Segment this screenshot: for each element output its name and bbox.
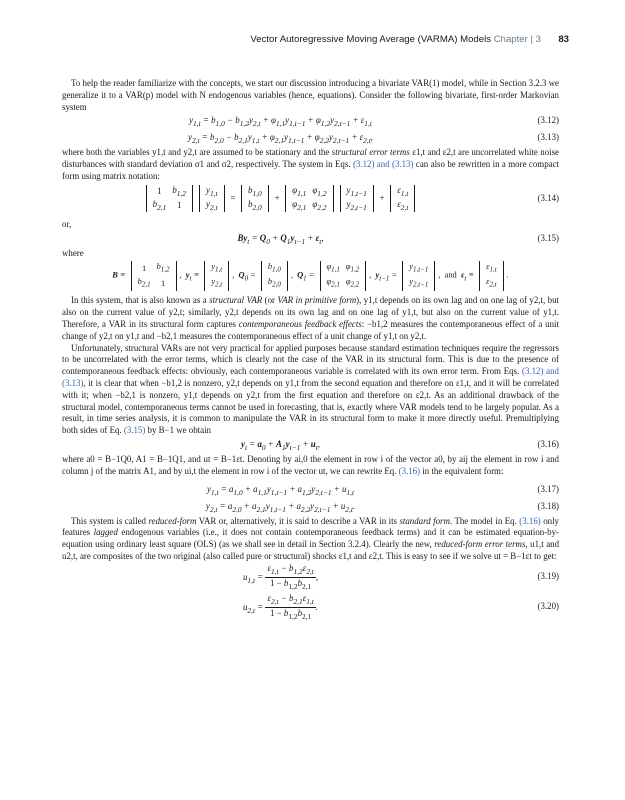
- equation-number: (3.20): [537, 600, 559, 611]
- equation-reference-link[interactable]: (3.16): [398, 465, 421, 476]
- equation-reference-link[interactable]: (3.15): [123, 425, 146, 436]
- equation-reference-link[interactable]: (3.12) and (3.13): [352, 159, 414, 170]
- text-where: where: [62, 247, 84, 258]
- equation-number: (3.12): [537, 115, 559, 126]
- equation-number: (3.13): [537, 132, 559, 143]
- equation-3-12: $y_{1,t} = b_{1,0} - b_{1,2}y_{2,t} + \varphi_{1,1}y_{1,t-1} + \varphi_{1,2}y_{2,t-1} + \varepsilon_{1,t}$ (3.12): [189, 115, 559, 129]
- paragraph-structural-var: In this system, that is also known as a structural VAR (or VAR in primitive form), y1,t depends on its own lag and on one lag of y2,t, but also on the current value of y2,t; similarly, y2,t depends on its own lag and on one lag of y1,t, but also on the current value of y1,t. Therefore, a VAR in its structural form captures contemporaneous feedback effects: −b1,2 measures the contemporaneous effect of a unit change of y2,t on y1,t and −b2,1 measures the contemporaneous effect of a unit change of y1,t on y2,t.: [62, 295, 559, 341]
- equation-number: (3.18): [537, 500, 559, 511]
- equation-3-19: $u_{1,t}$ = $\frac{\varepsilon_{1,t} - b_{1,2}\varepsilon_{2,t}}{1 - b_{1,2}b_{2,1}}$ , (3.19): [242, 562, 559, 592]
- equation-3-16: $y_t = a_0 + A_1y_{t-1} + u_t$, (3.16): [240, 438, 559, 452]
- equation-3-20: $u_{2,t}$ = $\frac{\varepsilon_{2,t} - b_{2,1}\varepsilon_{1,t}}{1 - b_{1,2}b_{2,1}}$ . (3.20): [242, 592, 559, 622]
- equation-number: (3.15): [537, 232, 559, 243]
- running-header: [0, 34, 625, 48]
- equation-3-14: 1 $b_{1,2}$ $b_{2,1}$ 1 $y_{1,t}$ $y_{2,t}$ = $b_{1,0}$ $b_{2,0}$ + $\varphi_{1,1}$ $\varphi_{1,2}$ $\varphi_{2,1}$ $\varphi_{2,2}$ $y_{1,t-1}$ $y_{2,t-1}$ + $\varepsilon_{1,t}$ $\varepsilon_{2,t}$ (3.14): [62, 183, 559, 219]
- equation-3-18: $y_{2,t} = a_{2,0} + a_{2,1}y_{1,t-1} + a_{2,2}y_{2,t-1} + u_{2,t}$. (3.18): [205, 500, 559, 514]
- page-number: 83: [558, 34, 569, 45]
- equation-reference-link[interactable]: (3.12) and (3.13): [62, 366, 559, 388]
- paragraph-intro: To help the reader familiarize with the concepts, we start our discussion introducing a bivariate VAR(1) model, while in Section 3.2.3 we generalize it to a VAR(p) model with N endogenous variables (hence, equations). Consider the following bivariate, first-order Markovian system: [62, 78, 559, 112]
- running-title: Vector Autoregressive Moving Average (VARMA) Models Chapter | 3: [250, 34, 541, 45]
- paragraph-unfortunately: Unfortunately, structural VARs are not very practical for applied purposes because standard estimation techniques require the regressors to be uncorrelated with the error terms, which is clearly not the case of the VAR in its structural form. This is due to the presence of contemporaneous feedback effects: obviously, each contemporaneous variable is correlated with its own error term. From Eqs. (3.12) and (3.13), it is clear that when −b1,2 is nonzero, y2,t depends on y1,t from the second equation and therefore on ε1,t, and it will be correlated with it; when −b2,1 is nonzero, y1,t depends on y2,t from the first equation and therefore on ε2,t. As an additional drawback of the structural model, contemporaneous terms cannot be used in forecasting, that is, exactly where VAR models tend to be largely popular. As a result, in time series analysis, it is common to manipulate the VAR in its structural form to make it more directly useful. Premultiplying both sides of Eq. (3.15) by B−1 we obtain: [62, 342, 559, 436]
- equation-3-17: $y_{1,t} = a_{1,0} + a_{1,1}y_{1,t-1} + a_{1,2}y_{2,t-1} + u_{1,t}$ (3.17): [206, 483, 559, 497]
- equation-reference-link[interactable]: (3.16): [519, 515, 541, 526]
- equation-number: (3.19): [537, 570, 559, 581]
- equation-number: (3.16): [537, 438, 559, 449]
- equation-number: (3.17): [537, 483, 559, 494]
- page-body: [62, 78, 559, 623]
- matrix-definitions: B ≡ 1 $b_{1,2}$ $b_{2,1}$ 1 , $y_t$ ≡ $y_{1,t}$ $y_{2,t}$ , $Q_0$ = $b_{1,0}$ $b_{2,0}$ , $Q_1$ = $\varphi_{1,1}$ $\varphi_{1,2}$ $\varphi_{2,1}$ $\varphi_{2,2}$ , $y_{t-1}$ = $y_{1,t-1}$ $y_{2,t-1}$ , and $\varepsilon_t$ ≡ $\varepsilon_{1,t}$ $\varepsilon_{2,t}$ .: [112, 262, 509, 289]
- paragraph-reduced-form: This system is called reduced-form VAR or, alternatively, it is said to describe a VAR in its standard form. The model in Eq. (3.16) only features lagged endogenous variables (i.e., it does not contain contemporaneous feedback terms) and it can be estimated equation-by-equation using ordinary least square (OLS) (as we shall see in detail in Section 3.2.4). Clearly the new, reduced-form error terms, u1,t and u2,t, are composites of the two original (also called pure or structural) shocks ε1,t and ε2,t. This is easy to see if we solve ut = B−1εt to get:: [62, 515, 560, 561]
- paragraph-reduced-defs: where a0 = B−1Q0, A1 = B−1Q1, and ut = B−1εt. Denoting by ai,0 the element in row i of the vector a0, by aij the element in row i and column j of the matrix A1, and by ui,t the element in row i of the vector ut, we can rewrite Eq. (3.16) in the equivalent form:: [62, 453, 559, 476]
- equation-3-13: $y_{2,t} = b_{2,0} - b_{2,1}y_{1,t} + \varphi_{2,1}y_{1,t-1} + \varphi_{2,2}y_{2,t-1} + \varepsilon_{2,t}$, (3.13): [187, 132, 559, 146]
- equation-3-15: $By_t = Q_0 + Q_1y_{t-1} + \varepsilon_t$, (3.15): [237, 232, 559, 246]
- text-or: or,: [62, 218, 72, 229]
- equation-number: (3.14): [537, 192, 559, 203]
- paragraph-error-terms: where both the variables y1,t and y2,t are assumed to be stationary and the structural error terms ε1,t and ε2,t are uncorrelated white noise disturbances with standard deviation σ1 and σ2, respectively. The system in Eqs. (3.12) and (3.13) can also be rewritten in a more compact form using matrix notation:: [62, 147, 559, 181]
